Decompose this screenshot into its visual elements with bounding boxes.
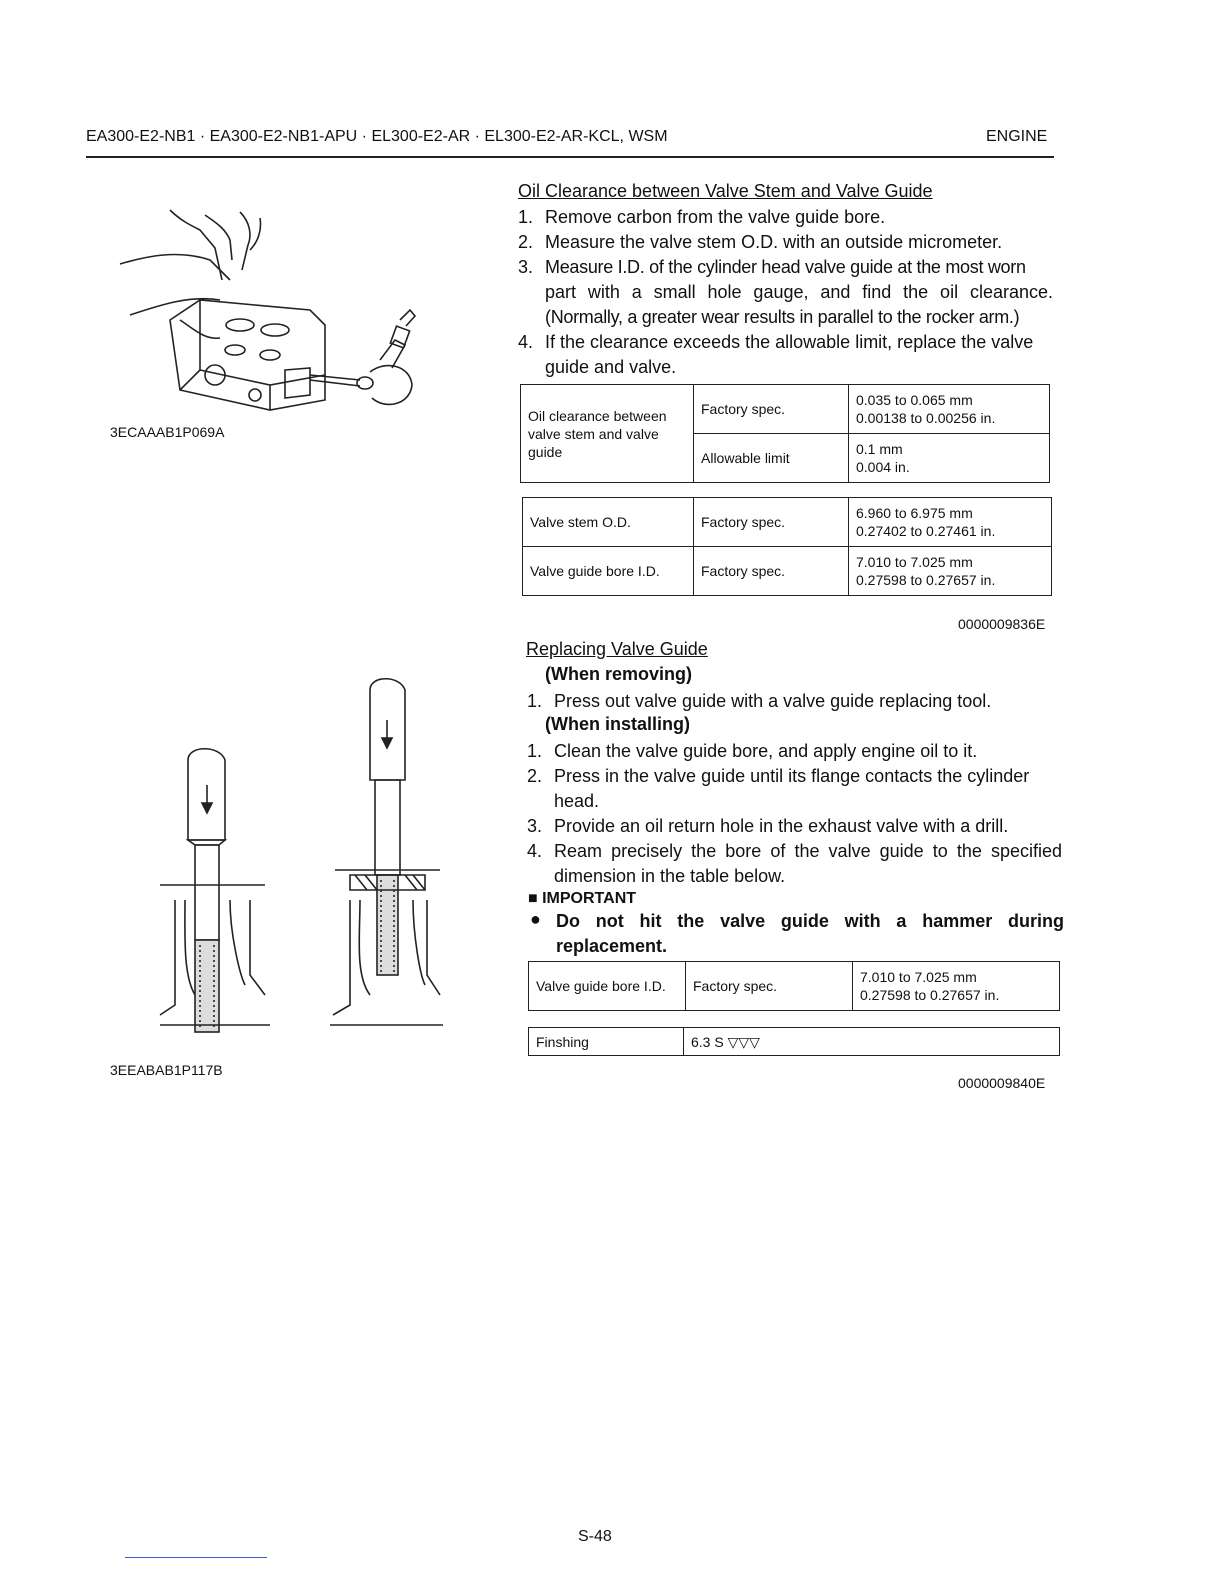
header-rule (86, 156, 1054, 158)
replacing-title: Replacing Valve Guide (526, 639, 708, 659)
oil-clearance-table (520, 384, 1050, 483)
important-bullet: ● (530, 909, 541, 929)
installing-step-2: 2. Press in the valve guide until its flange contacts the cylinder head. (527, 766, 1030, 811)
table2-spec-1: Factory spec. (694, 547, 849, 596)
table3-value: 7.010 to 7.025 mm 0.27598 to 0.27657 in. (853, 962, 1060, 1011)
table2-item-1: Valve guide bore I.D. (523, 547, 694, 596)
valve-dimension-table (522, 497, 1052, 596)
table1-spec-0: Factory spec. (694, 385, 849, 434)
figure1-caption: 3ECAAAB1P069A (110, 424, 225, 440)
footer-rule (125, 1557, 267, 1558)
table1-value-1: 0.1 mm 0.004 in. (849, 434, 1050, 483)
table1-spec-1: Allowable limit (694, 434, 849, 483)
table3-spec: Factory spec. (686, 962, 853, 1011)
valve-guide-bore-table (528, 961, 1060, 1011)
installing-step-3: 3. Provide an oil return hole in the exhaust valve with a drill. (527, 816, 1009, 836)
removing-heading: (When removing) (545, 664, 692, 684)
removing-step-1: 1. Press out valve guide with a valve guide replacing tool. (527, 691, 992, 711)
table4-value: 6.3 S ▽▽▽ (684, 1028, 1060, 1056)
valve-guide-press-illustration (155, 675, 445, 1040)
table3-item: Valve guide bore I.D. (529, 962, 686, 1011)
table2-value-1: 7.010 to 7.025 mm 0.27598 to 0.27657 in. (849, 547, 1052, 596)
finishing-table (528, 1027, 1060, 1056)
installing-step-4: 4. Ream precisely the bore of the valve guide to the specified dimension in the table below. (527, 841, 1062, 886)
table1-item: Oil clearance between valve stem and valve guide (521, 385, 694, 483)
important-text: Do not hit the valve guide with a hammer during replacement. (556, 911, 1064, 956)
table2-value-0: 6.960 to 6.975 mm 0.27402 to 0.27461 in. (849, 498, 1052, 547)
header-section: ENGINE (986, 128, 1048, 145)
oil-clearance-title: Oil Clearance between Valve Stem and Valve Guide (518, 181, 933, 201)
oil-step-2: 2. Measure the valve stem O.D. with an outside micrometer. (518, 232, 1003, 252)
installing-step-1: 1. Clean the valve guide bore, and apply engine oil to it. (527, 741, 978, 761)
table4-item: Finshing (529, 1028, 684, 1056)
oil-step-3: 3. Measure I.D. of the cylinder head valve guide at the most worn part with a small hole gauge, and find the oil clearance. (Normally, a greater wear results in parallel to the rocker arm.) (518, 257, 1053, 327)
figure2-caption: 3EEABAB1P117B (110, 1062, 223, 1078)
table1-value-0: 0.035 to 0.065 mm 0.00138 to 0.00256 in. (849, 385, 1050, 434)
oil-step-1: 1. Remove carbon from the valve guide bore. (518, 207, 886, 227)
header-models: EA300-E2-NB1 · EA300-E2-NB1-APU · EL300-E2-AR · EL300-E2-AR-KCL, WSM (86, 128, 668, 145)
replacing-code: 0000009840E (958, 1075, 1046, 1091)
important-label: ■ IMPORTANT (528, 890, 637, 907)
installing-heading: (When installing) (545, 714, 690, 734)
oil-clearance-code: 0000009836E (958, 616, 1046, 632)
table2-spec-0: Factory spec. (694, 498, 849, 547)
table2-item-0: Valve stem O.D. (523, 498, 694, 547)
page-number: S-48 (578, 1528, 612, 1545)
cylinder-head-micrometer-illustration (110, 200, 430, 420)
oil-step-4: 4. If the clearance exceeds the allowable limit, replace the valve guide and valve. (518, 332, 1034, 377)
